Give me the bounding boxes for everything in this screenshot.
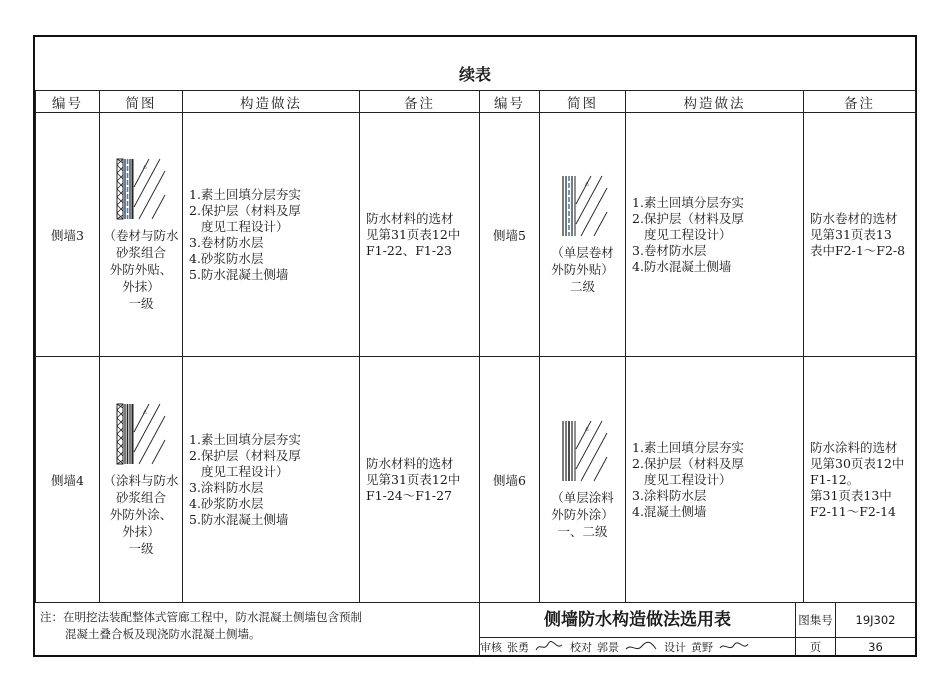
wall-id: 侧墙5	[480, 113, 540, 357]
step-line: 3.涂料防水层	[189, 479, 264, 495]
note-line: 防水材料的选材	[366, 455, 454, 471]
note-line: 表中F2-1～F2-8	[810, 242, 906, 258]
note-line: 见第30页表12中	[810, 455, 905, 471]
note-line: 见第31页表12中	[366, 471, 461, 487]
caption-line: 外抹）	[122, 524, 160, 539]
note-line: 见第31页表12中	[366, 226, 461, 242]
remark	[804, 113, 916, 357]
atlas-number: 19J302	[835, 603, 915, 637]
caption-line: （涂料与防水	[103, 473, 179, 488]
step-line: 4.防水混凝土侧墙	[632, 258, 732, 274]
caption-line: 外防外贴、	[109, 262, 173, 277]
sketch-caption	[551, 244, 614, 295]
step-line: 3.涂料防水层	[632, 487, 707, 503]
wall-id: 侧墙4	[36, 357, 100, 603]
step-line: 2.保护层（材料及厚	[189, 447, 301, 463]
note-line: F1-12。	[810, 471, 860, 487]
check-name: 郭景	[597, 641, 619, 654]
atlas-label: 图集号	[795, 603, 835, 637]
header-cell: 构造做法	[626, 91, 804, 113]
note-line: F1-22、F1-23	[366, 242, 453, 258]
wall-layer-sketch	[113, 402, 169, 466]
svg-text:△: △	[143, 164, 147, 170]
step-line: 3.卷材防水层	[632, 242, 707, 258]
remark	[360, 113, 480, 357]
note-line: 第31页表13中	[810, 487, 892, 503]
note-line: F2-11～F2-14	[810, 503, 897, 519]
construction-table	[35, 90, 916, 603]
caption-line: （单层卷材	[551, 245, 614, 260]
sketch-cell	[100, 357, 183, 603]
step-line: 4.混凝土侧墙	[632, 503, 707, 519]
note-line: F1-24～F1-27	[366, 487, 453, 503]
drawing-title: 侧墙防水构造做法选用表	[544, 610, 731, 630]
footnote	[40, 609, 362, 643]
table-title: 续表	[458, 65, 491, 84]
footnote-line: 注：在明挖法装配整体式管廊工程中，防水混凝土侧墙包含预制	[40, 610, 362, 624]
construction-steps	[626, 357, 804, 603]
step-line: 2.保护层（材料及厚	[632, 455, 744, 471]
note-line: 防水涂料的选材	[810, 439, 898, 455]
caption-line: 一级	[128, 296, 154, 311]
header-cell: 编号	[480, 91, 540, 113]
caption-line: 一级	[128, 541, 154, 556]
header-cell: 备注	[360, 91, 480, 113]
construction-steps	[183, 113, 360, 357]
caption-line: （卷材与防水	[103, 228, 179, 243]
design-signature	[718, 640, 750, 654]
header-cell: 编号	[36, 91, 100, 113]
signature-row	[480, 638, 795, 656]
check-label: 校对	[570, 641, 592, 654]
review-signature	[534, 640, 564, 654]
header-cell: 简图	[100, 91, 183, 113]
svg-text:△: △	[143, 409, 147, 415]
sketch-cell	[100, 113, 183, 357]
step-line: 5.防水混凝土侧墙	[189, 266, 289, 282]
step-line: 度见工程设计）	[644, 226, 732, 242]
remark	[360, 357, 480, 603]
step-line: 度见工程设计）	[201, 218, 289, 234]
wall-layer-sketch	[555, 174, 611, 238]
caption-line: 一、二级	[557, 524, 608, 539]
page-number: 36	[835, 638, 915, 656]
svg-text:△: △	[584, 426, 589, 432]
step-line: 1.素土回填分层夯实	[189, 431, 301, 447]
sketch-caption	[103, 227, 178, 312]
header-cell: 备注	[804, 91, 916, 113]
header-row	[36, 91, 916, 113]
note-line: 防水卷材的选材	[810, 210, 898, 226]
caption-line: 二级	[569, 279, 595, 294]
caption-line: 砂浆组合	[115, 490, 166, 505]
review-name: 张勇	[507, 641, 529, 654]
footnote-line: 混凝土叠合板及现浇防水混凝土侧墙。	[65, 627, 261, 641]
sketch-cell	[540, 357, 626, 603]
step-line: 4.砂浆防水层	[189, 250, 264, 266]
step-line: 4.砂浆防水层	[189, 495, 264, 511]
step-line: 3.卷材防水层	[189, 234, 264, 250]
design-label: 设计	[664, 641, 686, 654]
remark	[804, 357, 916, 603]
step-line: 2.保护层（材料及厚	[632, 210, 744, 226]
wall-layer-sketch	[555, 419, 611, 483]
note-line: 见第31页表13	[810, 226, 892, 242]
step-line: 1.素土回填分层夯实	[632, 194, 744, 210]
caption-line: 砂浆组合	[115, 245, 166, 260]
design-name: 黄野	[691, 641, 713, 654]
step-line: 1.素土回填分层夯实	[189, 186, 301, 202]
caption-line: 外防外涂）	[551, 507, 614, 522]
svg-text:△: △	[584, 181, 589, 187]
header-cell: 简图	[540, 91, 626, 113]
step-line: 度见工程设计）	[201, 463, 289, 479]
step-line: 2.保护层（材料及厚	[189, 202, 301, 218]
construction-steps	[183, 357, 360, 603]
wall-id: 侧墙6	[480, 357, 540, 603]
step-line: 度见工程设计）	[644, 471, 732, 487]
wall-id: 侧墙3	[36, 113, 100, 357]
step-line: 5.防水混凝土侧墙	[189, 511, 289, 527]
page-label: 页	[795, 638, 835, 656]
note-line: 防水材料的选材	[366, 210, 454, 226]
sketch-caption	[103, 472, 178, 557]
construction-steps	[626, 113, 804, 357]
caption-line: 外防外贴）	[551, 262, 614, 277]
caption-line: 外抹）	[122, 279, 160, 294]
sketch-cell	[540, 113, 626, 357]
step-line: 1.素土回填分层夯实	[632, 439, 744, 455]
review-label: 审核	[480, 641, 502, 654]
sketch-caption	[551, 489, 614, 540]
table-row	[36, 113, 916, 357]
check-signature	[624, 640, 658, 654]
caption-line: 外防外涂、	[109, 507, 173, 522]
caption-line: （单层涂料	[551, 490, 614, 505]
wall-layer-sketch	[113, 157, 169, 221]
table-row	[36, 357, 916, 603]
header-cell: 构造做法	[183, 91, 360, 113]
